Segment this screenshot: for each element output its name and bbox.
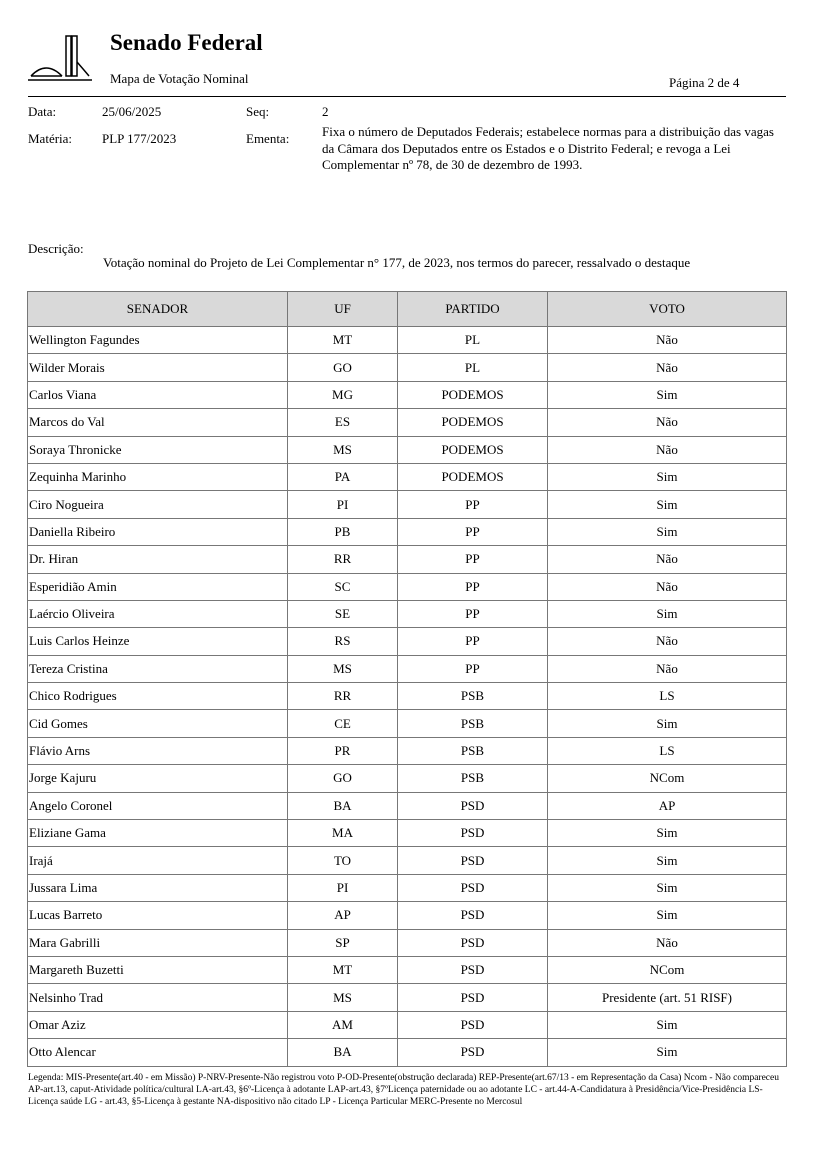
uf-cell: MS [288,436,398,463]
uf-cell: MT [288,327,398,354]
uf-cell: PA [288,463,398,490]
senador-name: Eliziane Gama [28,820,288,847]
senado-building-icon [28,32,92,84]
data-label: Data: [28,104,57,119]
senador-name: Otto Alencar [28,1039,288,1066]
senador-name: Margareth Buzetti [28,956,288,983]
senador-name: Ciro Nogueira [28,491,288,518]
voto-cell: Sim [548,463,787,490]
table-row [28,847,787,874]
uf-cell: MG [288,381,398,408]
partido-cell: PSD [398,820,548,847]
partido-cell: PSD [398,984,548,1011]
table-row [28,1039,787,1066]
uf-cell: MS [288,655,398,682]
uf-cell: BA [288,792,398,819]
voto-cell: Não [548,409,787,436]
uf-cell: PR [288,737,398,764]
ementa-label: Ementa: [246,131,290,146]
header-uf: UF [288,292,398,327]
table-row [28,902,787,929]
uf-cell: MA [288,820,398,847]
partido-cell: PP [398,600,548,627]
votes-table [27,291,787,1067]
page-title: Senado Federal [110,30,263,55]
table-row [28,1011,787,1038]
legenda: Legenda: MIS-Presente(art.40 - em Missão) P-NRV-Presente-Não registrou voto P-OD-Presente(obstrução declarada) REP-Presente(art.67/13 - em Representação da Casa) Ncom - Não compareceu AP-art.13, caput-Atividade política/cultural LA-art.43, §6º-Licença à adotante LAP-art.43, §7ºLicença paternidade ou ao adotante LC - art.44-A-Candidatura à Presidência/Vice-Presidência LS-Licença saúde LG - art.43, §5-Licença à gestante NA-dispositivo não citado LP - Licença Particular MERC-Presente no Mercosul [28,1073,779,1107]
senador-name: Omar Aziz [28,1011,288,1038]
uf-cell: BA [288,1039,398,1066]
uf-cell: SC [288,573,398,600]
senador-name: Mara Gabrilli [28,929,288,956]
table-row [28,984,787,1011]
partido-cell: PODEMOS [398,436,548,463]
partido-cell: PP [398,518,548,545]
partido-cell: PSB [398,737,548,764]
seq-label: Seq: [246,104,270,119]
header-voto: VOTO [548,292,787,327]
header-senador: SENADOR [28,292,288,327]
voto-cell: Não [548,436,787,463]
senador-name: Chico Rodrigues [28,683,288,710]
uf-cell: MT [288,956,398,983]
uf-cell: AM [288,1011,398,1038]
senador-name: Soraya Thronicke [28,436,288,463]
data-value: 25/06/2025 [102,104,162,119]
table-row [28,436,787,463]
senador-name: Laércio Oliveira [28,600,288,627]
senador-name: Angelo Coronel [28,792,288,819]
table-row [28,683,787,710]
partido-cell: PSD [398,792,548,819]
voto-cell: Sim [548,902,787,929]
page-subtitle: Mapa de Votação Nominal [110,71,249,86]
partido-cell: PSD [398,1011,548,1038]
page-number: Página 2 de 4 [669,75,740,90]
header-divider [28,96,786,97]
descricao-label: Descrição: [28,241,84,256]
uf-cell: GO [288,354,398,381]
table-row [28,929,787,956]
materia-label: Matéria: [28,131,73,146]
uf-cell: RR [288,683,398,710]
table-row [28,463,787,490]
voto-cell: Sim [548,820,787,847]
uf-cell: SP [288,929,398,956]
partido-cell: PODEMOS [398,381,548,408]
voto-cell: Sim [548,600,787,627]
voto-cell: AP [548,792,787,819]
partido-cell: PODEMOS [398,409,548,436]
partido-cell: PL [398,327,548,354]
table-row [28,354,787,381]
uf-cell: PI [288,491,398,518]
seq-value: 2 [322,104,329,119]
senador-name: Nelsinho Trad [28,984,288,1011]
uf-cell: MS [288,984,398,1011]
voto-cell: Não [548,354,787,381]
materia-value: PLP 177/2023 [102,131,177,146]
uf-cell: PI [288,874,398,901]
table-row [28,546,787,573]
partido-cell: PSD [398,874,548,901]
uf-cell: GO [288,765,398,792]
voto-cell: Não [548,546,787,573]
uf-cell: PB [288,518,398,545]
table-row [28,381,787,408]
ementa-value: Fixa o número de Deputados Federais; estabelece normas para a distribuição das vagas da Câmara dos Deputados entre os Estados e o Distrito Federal; e revoga a Lei Complementar nº 78, de 30 de dezembro de 1993. [322,124,774,172]
table-row [28,491,787,518]
partido-cell: PSB [398,765,548,792]
partido-cell: PP [398,655,548,682]
partido-cell: PP [398,546,548,573]
table-row [28,655,787,682]
voto-cell: Sim [548,1039,787,1066]
partido-cell: PSD [398,956,548,983]
partido-cell: PP [398,573,548,600]
voto-cell: Sim [548,1011,787,1038]
senador-name: Jussara Lima [28,874,288,901]
table-row [28,573,787,600]
partido-cell: PSD [398,929,548,956]
voto-cell: Não [548,655,787,682]
voto-cell: NCom [548,956,787,983]
table-row [28,409,787,436]
table-row [28,956,787,983]
senador-name: Carlos Viana [28,381,288,408]
table-row [28,710,787,737]
senador-name: Lucas Barreto [28,902,288,929]
partido-cell: PSD [398,1039,548,1066]
senador-name: Cid Gomes [28,710,288,737]
partido-cell: PSB [398,710,548,737]
uf-cell: RR [288,546,398,573]
voto-cell: Não [548,628,787,655]
voto-cell: Sim [548,518,787,545]
senador-name: Irajá [28,847,288,874]
partido-cell: PSD [398,902,548,929]
voto-cell: Sim [548,710,787,737]
table-row [28,737,787,764]
senador-name: Luis Carlos Heinze [28,628,288,655]
voto-cell: NCom [548,765,787,792]
uf-cell: ES [288,409,398,436]
voto-cell: LS [548,737,787,764]
uf-cell: TO [288,847,398,874]
senador-name: Esperidião Amin [28,573,288,600]
voto-cell: Não [548,573,787,600]
senador-name: Jorge Kajuru [28,765,288,792]
senador-name: Daniella Ribeiro [28,518,288,545]
voto-cell: Sim [548,491,787,518]
partido-cell: PP [398,491,548,518]
voto-cell: Não [548,327,787,354]
partido-cell: PP [398,628,548,655]
senador-name: Zequinha Marinho [28,463,288,490]
table-row [28,327,787,354]
table-header-row [28,292,787,327]
senador-name: Marcos do Val [28,409,288,436]
senador-name: Dr. Hiran [28,546,288,573]
header-partido: PARTIDO [398,292,548,327]
senador-name: Wellington Fagundes [28,327,288,354]
senador-name: Flávio Arns [28,737,288,764]
partido-cell: PODEMOS [398,463,548,490]
table-row [28,792,787,819]
uf-cell: SE [288,600,398,627]
voto-cell: Não [548,929,787,956]
uf-cell: CE [288,710,398,737]
uf-cell: AP [288,902,398,929]
table-row [28,600,787,627]
uf-cell: RS [288,628,398,655]
voto-cell: Presidente (art. 51 RISF) [548,984,787,1011]
partido-cell: PL [398,354,548,381]
voto-cell: Sim [548,874,787,901]
voto-cell: Sim [548,847,787,874]
voto-cell: LS [548,683,787,710]
descricao-value: Votação nominal do Projeto de Lei Complementar n° 177, de 2023, nos termos do parecer, ressalvado o destaque [103,255,691,270]
table-row [28,518,787,545]
table-row [28,765,787,792]
partido-cell: PSB [398,683,548,710]
senador-name: Tereza Cristina [28,655,288,682]
voto-cell: Sim [548,381,787,408]
senador-name: Wilder Morais [28,354,288,381]
table-row [28,628,787,655]
table-row [28,874,787,901]
partido-cell: PSD [398,847,548,874]
table-row [28,820,787,847]
